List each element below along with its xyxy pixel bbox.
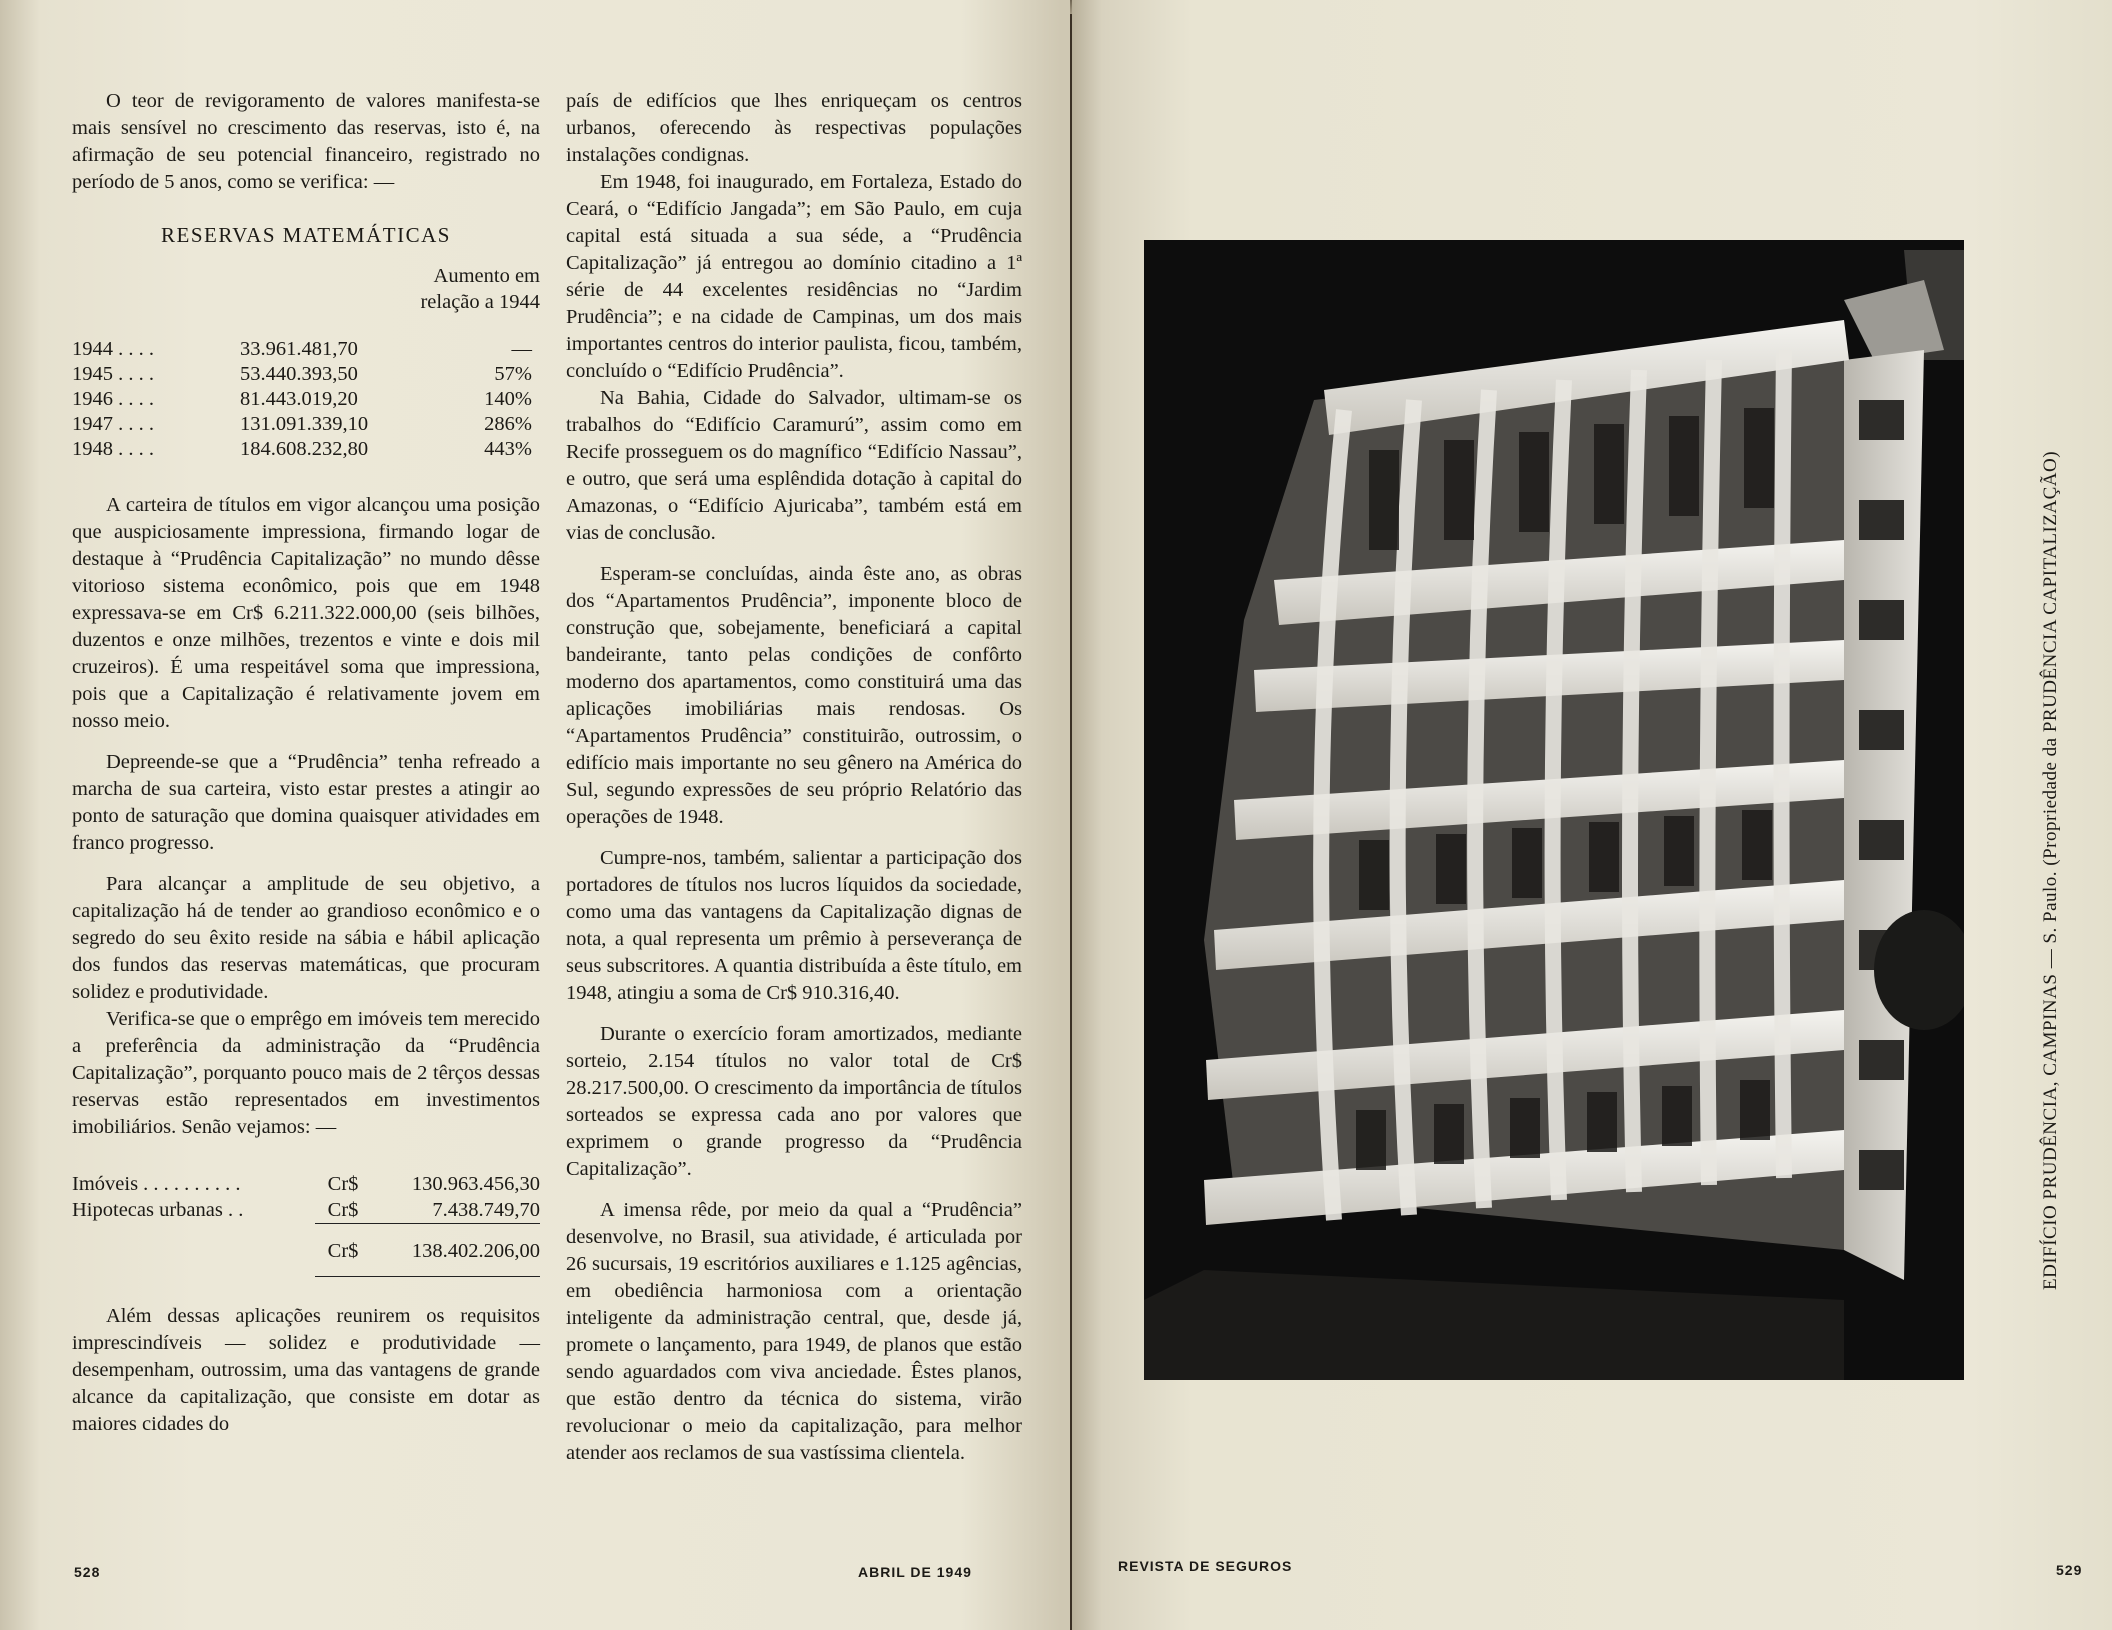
reserves-header [72,263,540,315]
investments-total-currency: Cr$ [315,1224,359,1277]
investment-label: Imóveis . . . . . . . . . . [72,1173,241,1195]
page-number-left: 528 [74,1564,101,1580]
investments-total: 138.402.206,00 [358,1224,540,1277]
table-row [72,1171,540,1197]
paragraph-durante: Durante o exercício foram amortizados, mediante sorteio, 2.154 títulos no valor total de Cr$ 28.217.500,00. O crescimento da importância de títulos sorteados se expressa cada ano por valores que exprimem o grande progresso da “Prudência Capitalização”. [566,1023,1022,1180]
reserves-table [72,337,540,462]
paragraph-verifica: Verifica-se que o emprêgo em imóveis tem merecido a preferência da administração da “Prudência Capitalização”, porquanto pouco mais de 2 têrços dessas reservas estão representados em investimentos imobiliários. Senão vejamos: — [72,1008,540,1138]
paragraph-rede: A imensa rêde, por meio da qual a “Prudência” desenvolve, no Brasil, sua atividade, é articulada por 26 sucursais, 19 escritórios auxiliares e 1.125 agências, em obediência harmoniosa com a orientação inteligente da administração central, que, desde já, promete o lançamento, para 1949, de planos que estão sendo aguardados com viva anciedade. Êstes planos, que estão dentro da técnica do sistema, virão revolucionar o meio da capitalização, para melhor atender aos reclamos de sua vastíssima clientela. [566,1199,1022,1464]
investment-label: Hipotecas urbanas . . [72,1199,244,1222]
investment-amount: 130.963.456,30 [411,1173,540,1195]
reserves-percent: — [511,338,532,360]
reserves-value: 33.961.481,70 [240,338,358,360]
reserves-percent: 286% [484,413,532,435]
table-row [72,437,540,462]
paragraph-cumpre: Cumpre-nos, também, salientar a participação dos portadores de títulos nos lucros líquidos da sociedade, como uma das vantagens da Capitalização dignas de nota, a qual representa um prêmio à perseverança de seus subscritores. A quantia distribuída a êste título, em 1948, atingiu a soma de Cr$ 910.316,40. [566,847,1022,1004]
table-row [72,387,540,412]
paragraph-carteira: A carteira de títulos em vigor alcançou uma posição que auspiciosamente impressiona, firmando logar de destaque à “Prudência Capitalização” no mundo dêsse vitorioso sistema econômico, pois que em 1948 expressava-se em Cr$ 6.211.322.000,00 (seis bilhões, duzentos e onze milhões, trezentos e vinte e dois mil cruzeiros). É uma respeitável soma que impressiona, pois que a Capitalização é relativamente jovem em nosso meio. [72,494,540,732]
investment-currency: Cr$ [327,1199,359,1221]
photo-caption: EDIFÍCIO PRUDÊNCIA, CAMPINAS — S. Paulo. (Propriedade da PRUDÊNCIA CAPITALIZAÇÃO) [2040,450,2061,1290]
table-row [72,337,540,362]
paragraph-alem: Além dessas aplicações reunirem os requisitos imprescindíveis — solidez e produtividade — desempenham, outrossim, uma das vantagens de grande alcance da capitalização, que consiste em dotar as maiores cidades do [72,1305,540,1435]
paragraph-intro: O teor de revigoramento de valores manifesta-se mais sensível no crescimento das reservas, isto é, na afirmação de seu potencial financeiro, registrado no período de 5 anos, como se verifica: — [72,90,540,193]
reserves-header-line-2: relação a 1944 [420,291,540,313]
reserves-year: 1945 . . . . [72,363,154,385]
reserves-percent: 443% [484,438,532,460]
reserves-year: 1946 . . . . [72,388,154,410]
table-row [72,1197,540,1224]
paragraph-paiz: país de edifícios que lhes enriqueçam os centros urbanos, oferecendo às respectivas populações instalações condignas. [566,90,1022,166]
paragraph-depreende: Depreende-se que a “Prudência” tenha refreado a marcha de sua carteira, visto estar prestes a atingir ao ponto de saturação que domina quaisquer atividades em franco progresso. [72,751,540,854]
reserves-year: 1947 . . . . [72,413,154,435]
left-column [72,88,540,1438]
paragraph-esperam: Esperam-se concluídas, ainda êste ano, as obras dos “Apartamentos Prudência”, imponente bloco de construção que, sobejamente, beneficiará a capital bandeirante, tanto pelas condições de confôrto moderno dos apartamentos, como constituirá uma das aplicações imobiliárias mais rendosas. Os “Apartamentos Prudência” constituirão, outrossim, o edifício mais importante no seu gênero na América do Sul, segundo expressões de seu próprio Relatório das operações de 1948. [566,563,1022,828]
investments-total-row [72,1224,540,1277]
paragraph-1948: Em 1948, foi inaugurado, em Fortaleza, Estado do Ceará, o “Edifício Jangada”; em São Paulo, em cuja capital está situada a sua séde, a “Prudência Capitalização” já entregou ao domínio citadino a 1ª série de 44 excelentes residências no “Jardim Prudência”; e na cidade de Campinas, um dos mais importantes centros do interior paulista, ficou, também, concluído o “Edifício Prudência”. [566,171,1022,382]
paragraph-bahia: Na Bahia, Cidade do Salvador, ultimam-se os trabalhos do “Edifício Caramurú”, assim como em Recife prosseguem os do magnífico “Edifício Nassau”, e outro, que será uma esplêndida dotação à capital do Amazonas, o “Edifício Ajuricaba”, também está em vias de conclusão. [566,387,1022,544]
table-row [72,362,540,387]
investments-table [72,1171,540,1277]
reserves-header-line-1: Aumento em [433,265,540,287]
reserves-value: 53.440.393,50 [240,363,358,385]
table-row [72,412,540,437]
reserves-percent: 57% [494,363,532,385]
paragraph-amplitude: Para alcançar a amplitude de seu objetivo, a capitalização há de tender ao grandioso econômico e o segredo do seu êxito reside na sábia e hábil aplicação dos fundos das reservas matemáticas, que procuram solidez e produtividade. [72,873,540,1003]
reserves-title: RESERVAS MATEMÁTICAS [161,223,451,247]
reserves-value: 81.443.019,20 [240,388,358,410]
right-column [566,88,1022,1467]
reserves-value: 184.608.232,80 [240,438,369,460]
reserves-percent: 140% [484,388,532,410]
building-photo [1144,240,1964,1380]
investment-currency: Cr$ [327,1173,359,1195]
magazine-title: REVISTA DE SEGUROS [1118,1558,1293,1574]
investment-amount: 7.438.749,70 [432,1199,540,1221]
issue-date: ABRIL DE 1949 [858,1564,972,1580]
reserves-year: 1948 . . . . [72,438,154,460]
building-illustration [1144,240,1964,1380]
reserves-year: 1944 . . . . [72,338,154,360]
page-number-right: 529 [2056,1562,2083,1578]
reserves-value: 131.091.339,10 [240,413,369,435]
